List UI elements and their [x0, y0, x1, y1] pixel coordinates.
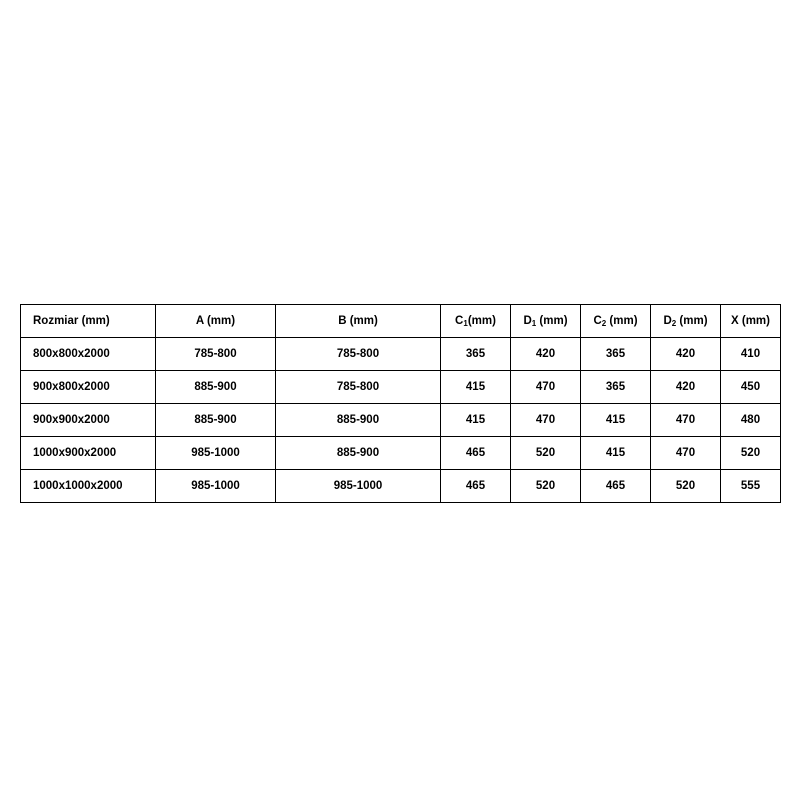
cell-size: 800x800x2000 [21, 338, 156, 371]
column-header-c1 [441, 305, 511, 338]
cell-c1: 465 [441, 437, 511, 470]
cell-c2: 415 [581, 404, 651, 437]
cell-size: 1000x900x2000 [21, 437, 156, 470]
cell-size: 900x800x2000 [21, 371, 156, 404]
cell-c2: 365 [581, 338, 651, 371]
cell-b: 785-800 [276, 338, 441, 371]
column-header-c1-unit: (mm) [467, 315, 496, 327]
cell-a: 885-900 [156, 404, 276, 437]
cell-d2: 420 [651, 338, 721, 371]
column-header-d2 [651, 305, 721, 338]
cell-size: 1000x1000x2000 [21, 470, 156, 503]
cell-x: 480 [721, 404, 781, 437]
column-header-c1-subscript: 1 [463, 319, 468, 328]
table-row [21, 338, 781, 371]
cell-d2: 520 [651, 470, 721, 503]
column-header-c2-base: C [593, 315, 602, 327]
column-header-d1-base: D [523, 315, 532, 327]
table-body [21, 338, 781, 503]
cell-b: 885-900 [276, 404, 441, 437]
column-header-d2-subscript: 2 [671, 319, 677, 328]
column-header-c2 [581, 305, 651, 338]
cell-x: 450 [721, 371, 781, 404]
column-header-b: B (mm) [276, 305, 441, 338]
cell-d2: 470 [651, 404, 721, 437]
cell-c1: 365 [441, 338, 511, 371]
cell-c1: 465 [441, 470, 511, 503]
specification-table [20, 304, 781, 503]
table-row [21, 470, 781, 503]
table-row [21, 371, 781, 404]
cell-d2: 470 [651, 437, 721, 470]
cell-a: 885-900 [156, 371, 276, 404]
cell-d1: 520 [511, 470, 581, 503]
cell-d1: 470 [511, 371, 581, 404]
table-row [21, 404, 781, 437]
cell-c2: 415 [581, 437, 651, 470]
cell-d1: 520 [511, 437, 581, 470]
table-header [21, 305, 781, 338]
column-header-d2-base: D [663, 315, 672, 327]
cell-a: 785-800 [156, 338, 276, 371]
cell-a: 985-1000 [156, 470, 276, 503]
cell-d1: 420 [511, 338, 581, 371]
column-header-d1-subscript: 1 [531, 319, 537, 328]
cell-b: 885-900 [276, 437, 441, 470]
cell-c1: 415 [441, 371, 511, 404]
column-header-c2-unit: (mm) [606, 315, 638, 327]
column-header-x: X (mm) [721, 305, 781, 338]
cell-b: 985-1000 [276, 470, 441, 503]
column-header-a: A (mm) [156, 305, 276, 338]
cell-c2: 365 [581, 371, 651, 404]
cell-a: 985-1000 [156, 437, 276, 470]
column-header-c2-subscript: 2 [601, 319, 607, 328]
column-header-d1-unit: (mm) [536, 315, 568, 327]
column-header-c1-base: C [455, 315, 464, 327]
specification-table-container [20, 304, 780, 503]
cell-size: 900x900x2000 [21, 404, 156, 437]
table-row [21, 437, 781, 470]
column-header-size: Rozmiar (mm) [21, 305, 156, 338]
table-header-row [21, 305, 781, 338]
cell-c2: 465 [581, 470, 651, 503]
cell-b: 785-800 [276, 371, 441, 404]
cell-d2: 420 [651, 371, 721, 404]
column-header-d1 [511, 305, 581, 338]
cell-x: 520 [721, 437, 781, 470]
cell-x: 555 [721, 470, 781, 503]
column-header-d2-unit: (mm) [676, 315, 708, 327]
cell-c1: 415 [441, 404, 511, 437]
cell-x: 410 [721, 338, 781, 371]
cell-d1: 470 [511, 404, 581, 437]
